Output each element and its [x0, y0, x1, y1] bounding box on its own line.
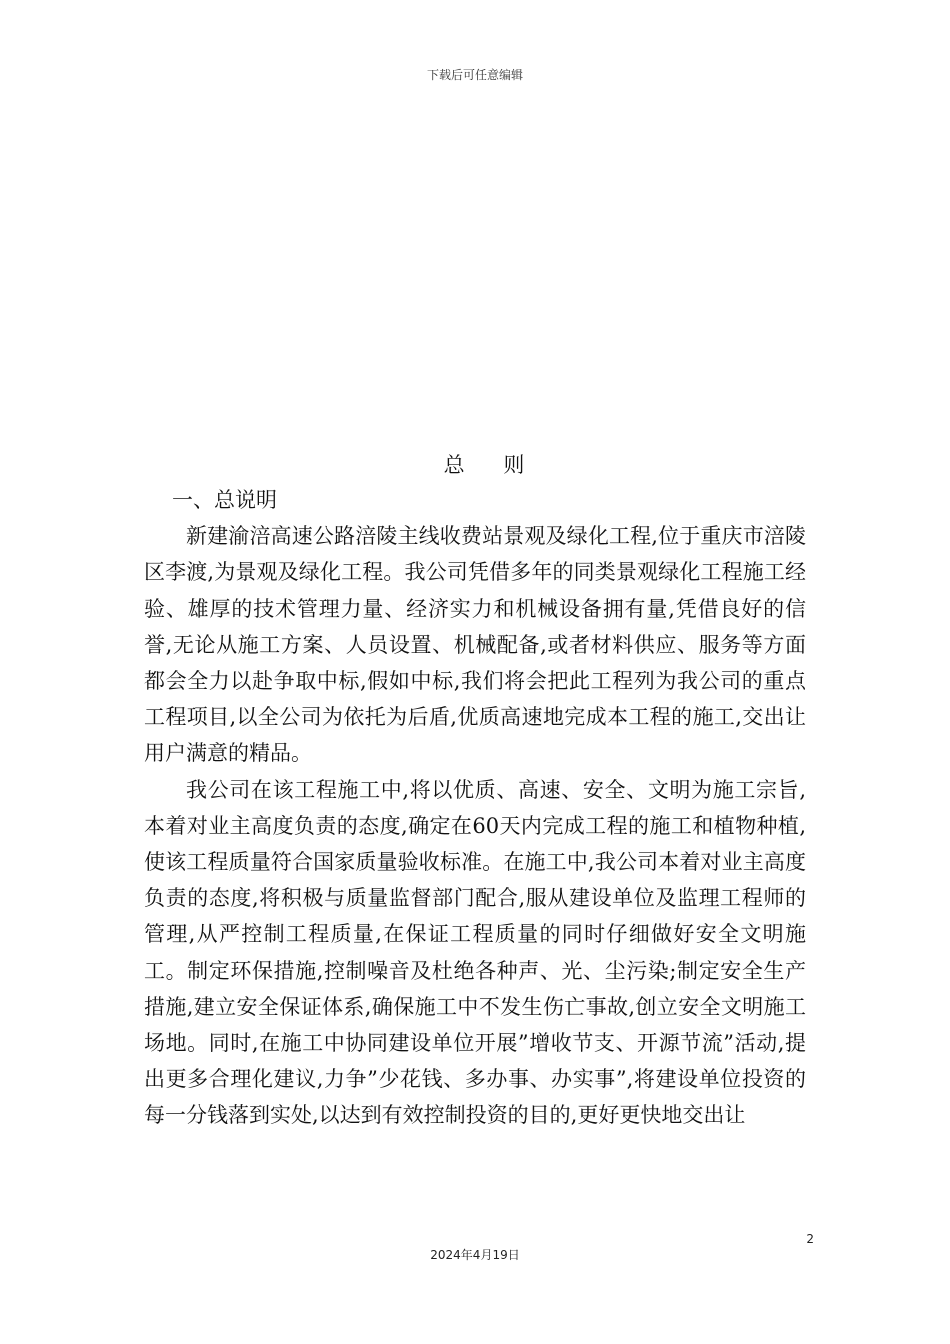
paragraph-1: 新建渝涪高速公路涪陵主线收费站景观及绿化工程,位于重庆市涪陵区李渡,为景观及绿化工程。我公司凭借多年的同类景观绿化工程施工经验、雄厚的技术管理力量、经济实力和机械设备拥有量,凭借良好的信誉,无论从施工方案、人员设置、机械配备,或者材料供应、服务等方面都会全力以赴争取中标,假如中标,我们将会把此工程列为我公司的重点工程项目,以全公司为依托为后盾,优质高速地完成本工程的施工,交出让用户满意的精品。 [144, 524, 806, 766]
document-title: 总 则 [443, 453, 541, 477]
section-heading: 一、总说明 [172, 488, 277, 512]
paragraph-2: 我公司在该工程施工中,将以优质、高速、安全、文明为施工宗旨,本着对业主高度负责的态度,确定在60天内完成工程的施工和植物种植,使该工程质量符合国家质量验收标准。在施工中,我公司本着对业主高度负责的态度,将积极与质量监督部门配合,服从建设单位及监理工程师的管理,从严控制工程质量,在保证工程质量的同时仔细做好安全文明施工。制定环保措施,控制噪音及杜绝各种声、光、尘污染;制定安全生产措施,建立安全保证体系,确保施工中不发生伤亡事故,创立安全文明施工场地。同时,在施工中协同建设单位开展”增收节支、开源节流”活动,提出更多合理化建议,力争”少花钱、多办事、办实事”,将建设单位投资的每一分钱落到实处,以达到有效控制投资的目的,更好更快地交出让 [144, 777, 806, 1128]
footer-date: 2024年4月19日 [430, 1248, 520, 1262]
document-body [144, 482, 806, 1134]
page-number: 2 [806, 1232, 814, 1246]
header-note: 下载后可任意编辑 [426, 68, 523, 82]
